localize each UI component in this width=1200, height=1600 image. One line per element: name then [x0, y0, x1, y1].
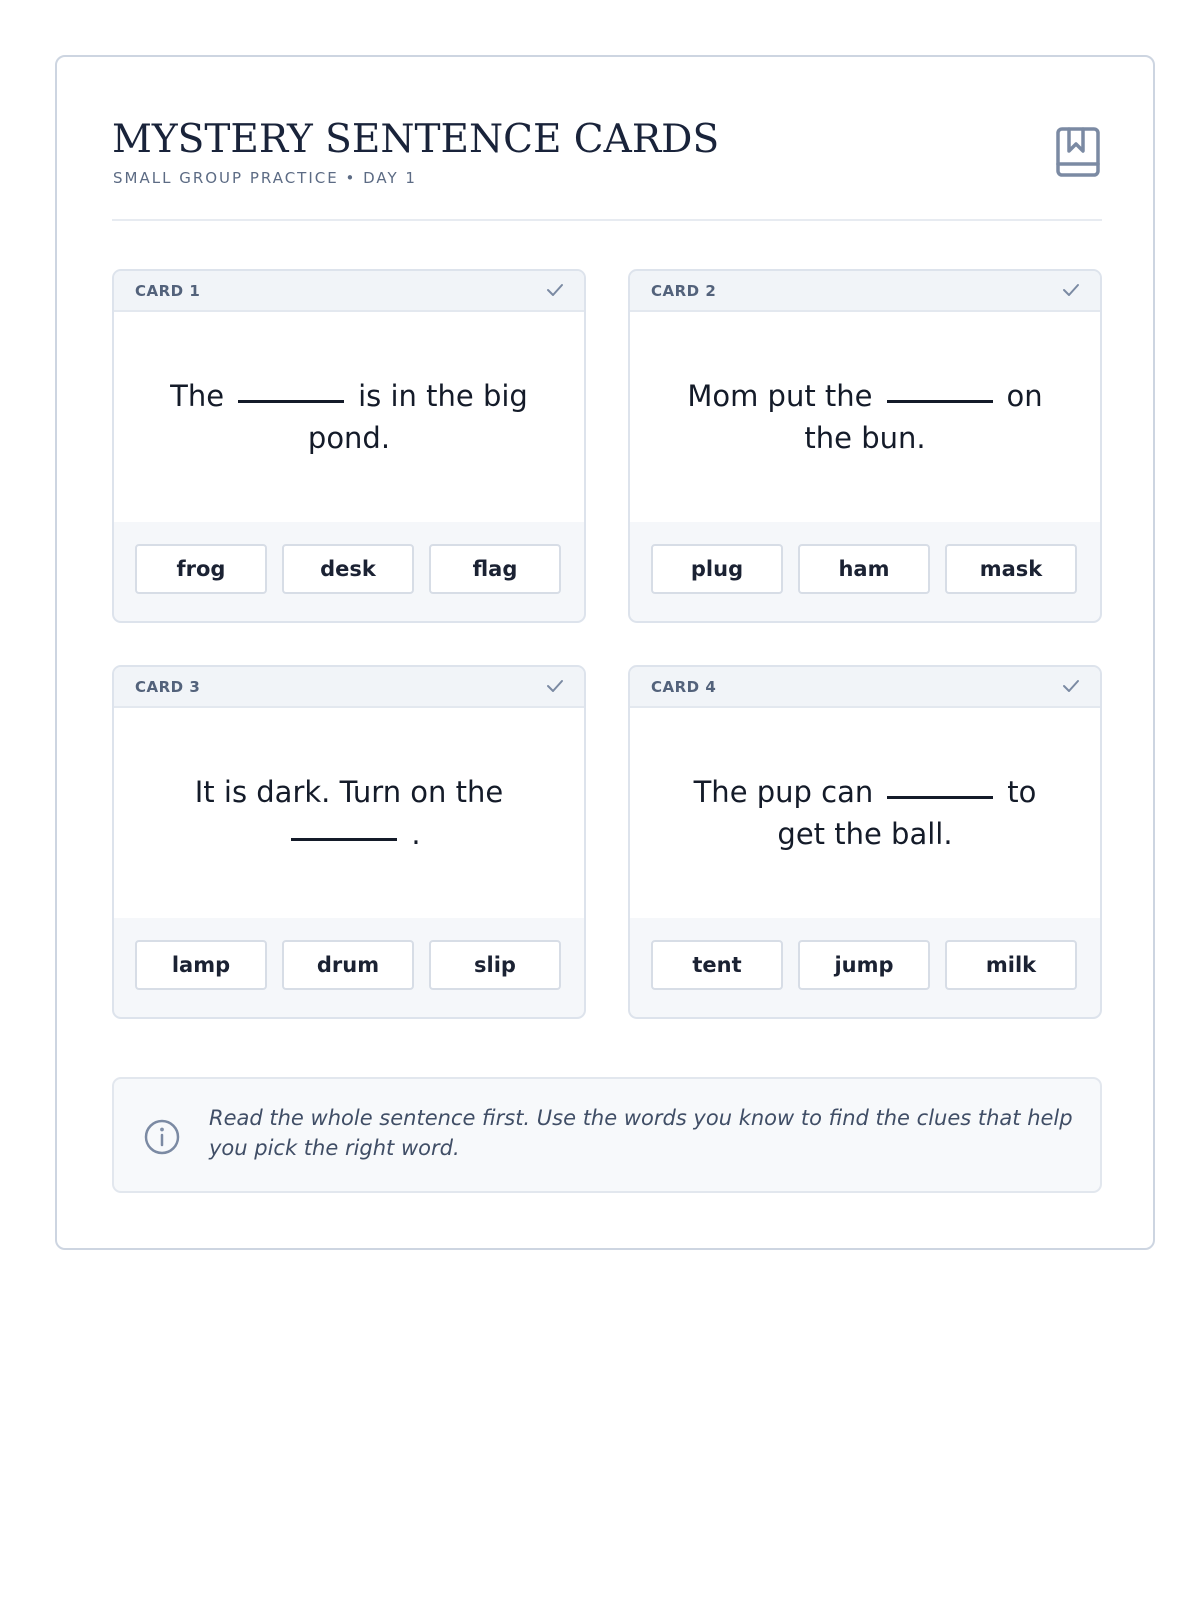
card-label: CARD 1 [135, 282, 201, 300]
check-icon [1062, 679, 1080, 693]
card-body [630, 312, 1100, 522]
card-label: CARD 4 [651, 678, 717, 696]
word-choice-button[interactable]: flag [429, 544, 561, 594]
sentence-text [159, 375, 539, 459]
sentence-start: The [170, 379, 225, 413]
word-choices [135, 544, 565, 594]
check-icon [1062, 283, 1080, 297]
sentence-text [675, 771, 1055, 855]
worksheet-panel [55, 55, 1155, 1250]
word-choice-button[interactable]: lamp [135, 940, 267, 990]
check-icon [546, 283, 564, 297]
card-header [114, 667, 584, 708]
sentence-card-3 [112, 665, 586, 1019]
word-choices [651, 940, 1081, 990]
word-choice-button[interactable]: jump [798, 940, 930, 990]
sentence-start: Mom put the [687, 379, 873, 413]
sentence-end: on the bun. [804, 379, 1043, 455]
sentence-end: . [411, 817, 421, 851]
worksheet-header [112, 117, 1102, 217]
sentence-text [675, 375, 1055, 459]
card-header [630, 271, 1100, 312]
word-choice-button[interactable]: mask [945, 544, 1077, 594]
word-choices [651, 544, 1081, 594]
sentence-card-1 [112, 269, 586, 623]
word-choice-button[interactable]: milk [945, 940, 1077, 990]
answer-blank[interactable] [238, 400, 344, 403]
tip-box [112, 1077, 1102, 1193]
answer-blank[interactable] [887, 796, 993, 799]
sentence-end: is in the big pond. [307, 379, 528, 455]
bookmark-book-icon [1054, 125, 1102, 179]
sentence-card-2 [628, 269, 1102, 623]
word-choice-button[interactable]: tent [651, 940, 783, 990]
card-label: CARD 2 [651, 282, 717, 300]
sentence-start: The pup can [693, 775, 874, 809]
tip-text: Read the whole sentence first. Use the words you know to find the clues that help you pick the right word. [209, 1106, 1073, 1160]
word-choice-button[interactable]: drum [282, 940, 414, 990]
word-choice-button[interactable]: plug [651, 544, 783, 594]
check-icon [546, 679, 564, 693]
word-choice-button[interactable]: ham [798, 544, 930, 594]
sentence-text [159, 771, 539, 855]
sentence-start: It is dark. Turn on the [194, 775, 504, 809]
sentence-card-4 [628, 665, 1102, 1019]
card-body [114, 312, 584, 522]
page-title: MYSTERY SENTENCE CARDS [112, 117, 720, 162]
header-divider [112, 219, 1102, 221]
word-choice-button[interactable]: desk [282, 544, 414, 594]
word-choice-button[interactable]: frog [135, 544, 267, 594]
card-label: CARD 3 [135, 678, 201, 696]
card-body [630, 708, 1100, 918]
answer-blank[interactable] [291, 838, 397, 841]
answer-blank[interactable] [887, 400, 993, 403]
card-header [114, 271, 584, 312]
word-choices [135, 940, 565, 990]
page-subtitle: SMALL GROUP PRACTICE • DAY 1 [113, 169, 417, 187]
card-body [114, 708, 584, 918]
card-header [630, 667, 1100, 708]
info-icon [143, 1118, 181, 1156]
sentence-end: to get the ball. [777, 775, 1037, 851]
word-choice-button[interactable]: slip [429, 940, 561, 990]
